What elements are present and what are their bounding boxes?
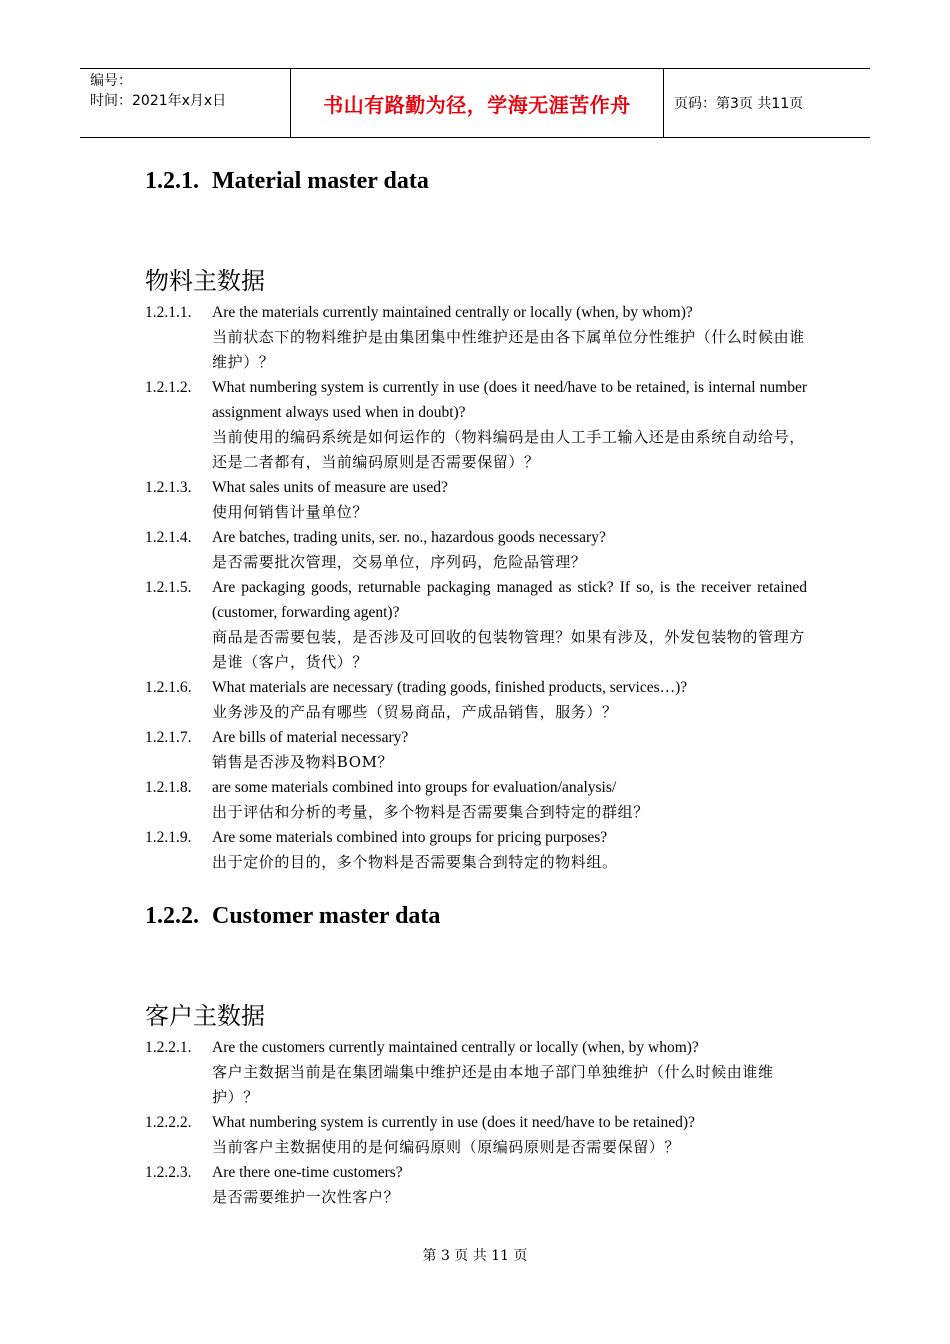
header-page-label: 页码：第3页 共11页 xyxy=(674,96,804,112)
list-item xyxy=(145,575,825,675)
question-cn: 业务涉及的产品有哪些（贸易商品，产成品销售，服务）？ xyxy=(212,703,618,721)
question-en: Are the materials currently maintained centrally or locally (when, by whom)? xyxy=(212,304,693,321)
question-cn: 当前使用的编码系统是如何运作的（物料编码是由人工手工输入还是由系统自动给号，还是二者都有，当前编码原则是否需要保留）？ xyxy=(212,428,805,471)
list-item xyxy=(145,300,825,375)
question-en: are some materials combined into groups for evaluation/analysis/ xyxy=(212,779,617,796)
question-en: Are packaging goods, returnable packaging managed as stick? If so, is the receiver retained (customer, forwarding agent)? xyxy=(212,579,807,621)
section-heading-material xyxy=(145,168,825,195)
question-cn: 是否需要批次管理，交易单位，序列码，危险品管理？ xyxy=(212,553,587,571)
question-en: Are bills of material necessary? xyxy=(212,729,409,746)
item-number: 1.2.2.1. xyxy=(145,1039,192,1056)
list-item xyxy=(145,1035,825,1110)
section-number: 1.2.2. xyxy=(145,903,199,929)
question-en: What numbering system is currently in use (does it need/have to be retained, is internal number assignment always used when in doubt)? xyxy=(212,379,807,421)
section-number: 1.2.1. xyxy=(145,168,199,194)
item-number: 1.2.2.2. xyxy=(145,1114,192,1131)
page-header xyxy=(80,68,870,138)
question-cn: 使用何销售计量单位？ xyxy=(212,503,369,521)
question-cn: 销售是否涉及物料BOM？ xyxy=(212,753,394,771)
item-number: 1.2.1.5. xyxy=(145,579,192,596)
list-item xyxy=(145,675,825,725)
header-meta xyxy=(80,69,291,137)
question-en: Are batches, trading units, ser. no., hazardous goods necessary? xyxy=(212,529,606,546)
item-number: 1.2.1.7. xyxy=(145,729,192,746)
question-en: Are the customers currently maintained centrally or locally (when, by whom)? xyxy=(212,1039,699,1056)
item-number: 1.2.1.3. xyxy=(145,479,192,496)
item-number: 1.2.1.1. xyxy=(145,304,192,321)
item-number: 1.2.2.3. xyxy=(145,1164,192,1181)
question-cn: 出于评估和分析的考量，多个物料是否需要集合到特定的群组？ xyxy=(212,803,649,821)
list-item xyxy=(145,825,825,875)
question-cn: 当前客户主数据使用的是何编码原则（原编码原则是否需要保留）？ xyxy=(212,1138,681,1156)
question-cn: 商品是否需要包装，是否涉及可回收的包装物管理？如果有涉及，外发包装物的管理方是谁（客户，货代）？ xyxy=(212,628,805,671)
question-en: What numbering system is currently in use (does it need/have to be retained)? xyxy=(212,1114,695,1131)
question-cn: 出于定价的目的，多个物料是否需要集合到特定的物料组。 xyxy=(212,853,618,871)
page-footer: 第 3 页 共 11 页 xyxy=(422,1248,528,1264)
section-heading-customer xyxy=(145,903,825,930)
material-question-list xyxy=(145,300,825,875)
section-title-cn-material: 物料主数据 xyxy=(145,267,265,295)
question-en: Are there one-time customers? xyxy=(212,1164,403,1181)
question-cn: 当前状态下的物料维护是由集团集中性维护还是由各下属单位分性维护（什么时候由谁维护）？ xyxy=(212,328,805,371)
list-item xyxy=(145,375,825,475)
section-title: Material master data xyxy=(212,168,429,194)
list-item xyxy=(145,775,825,825)
header-time-label: 时间：2021年x月x日 xyxy=(90,93,227,109)
list-item xyxy=(145,1110,825,1160)
question-cn: 是否需要维护一次性客户？ xyxy=(212,1188,400,1206)
list-item xyxy=(145,525,825,575)
customer-question-list xyxy=(145,1035,825,1210)
item-number: 1.2.1.9. xyxy=(145,829,192,846)
section-title: Customer master data xyxy=(212,903,441,929)
question-cn: 客户主数据当前是在集团端集中维护还是由本地子部门单独维护（什么时候由谁维护）？ xyxy=(212,1063,774,1106)
question-en: What sales units of measure are used? xyxy=(212,479,448,496)
header-motto: 书山有路勤为径，学海无涯苦作舟 xyxy=(291,69,664,137)
list-item xyxy=(145,725,825,775)
header-number-label: 编号： xyxy=(90,73,132,89)
section-title-cn-customer: 客户主数据 xyxy=(145,1002,265,1030)
list-item xyxy=(145,1160,825,1210)
item-number: 1.2.1.8. xyxy=(145,779,192,796)
list-item xyxy=(145,475,825,525)
question-en: What materials are necessary (trading goods, finished products, services…)? xyxy=(212,679,688,696)
item-number: 1.2.1.4. xyxy=(145,529,192,546)
item-number: 1.2.1.6. xyxy=(145,679,192,696)
item-number: 1.2.1.2. xyxy=(145,379,192,396)
question-en: Are some materials combined into groups for pricing purposes? xyxy=(212,829,608,846)
